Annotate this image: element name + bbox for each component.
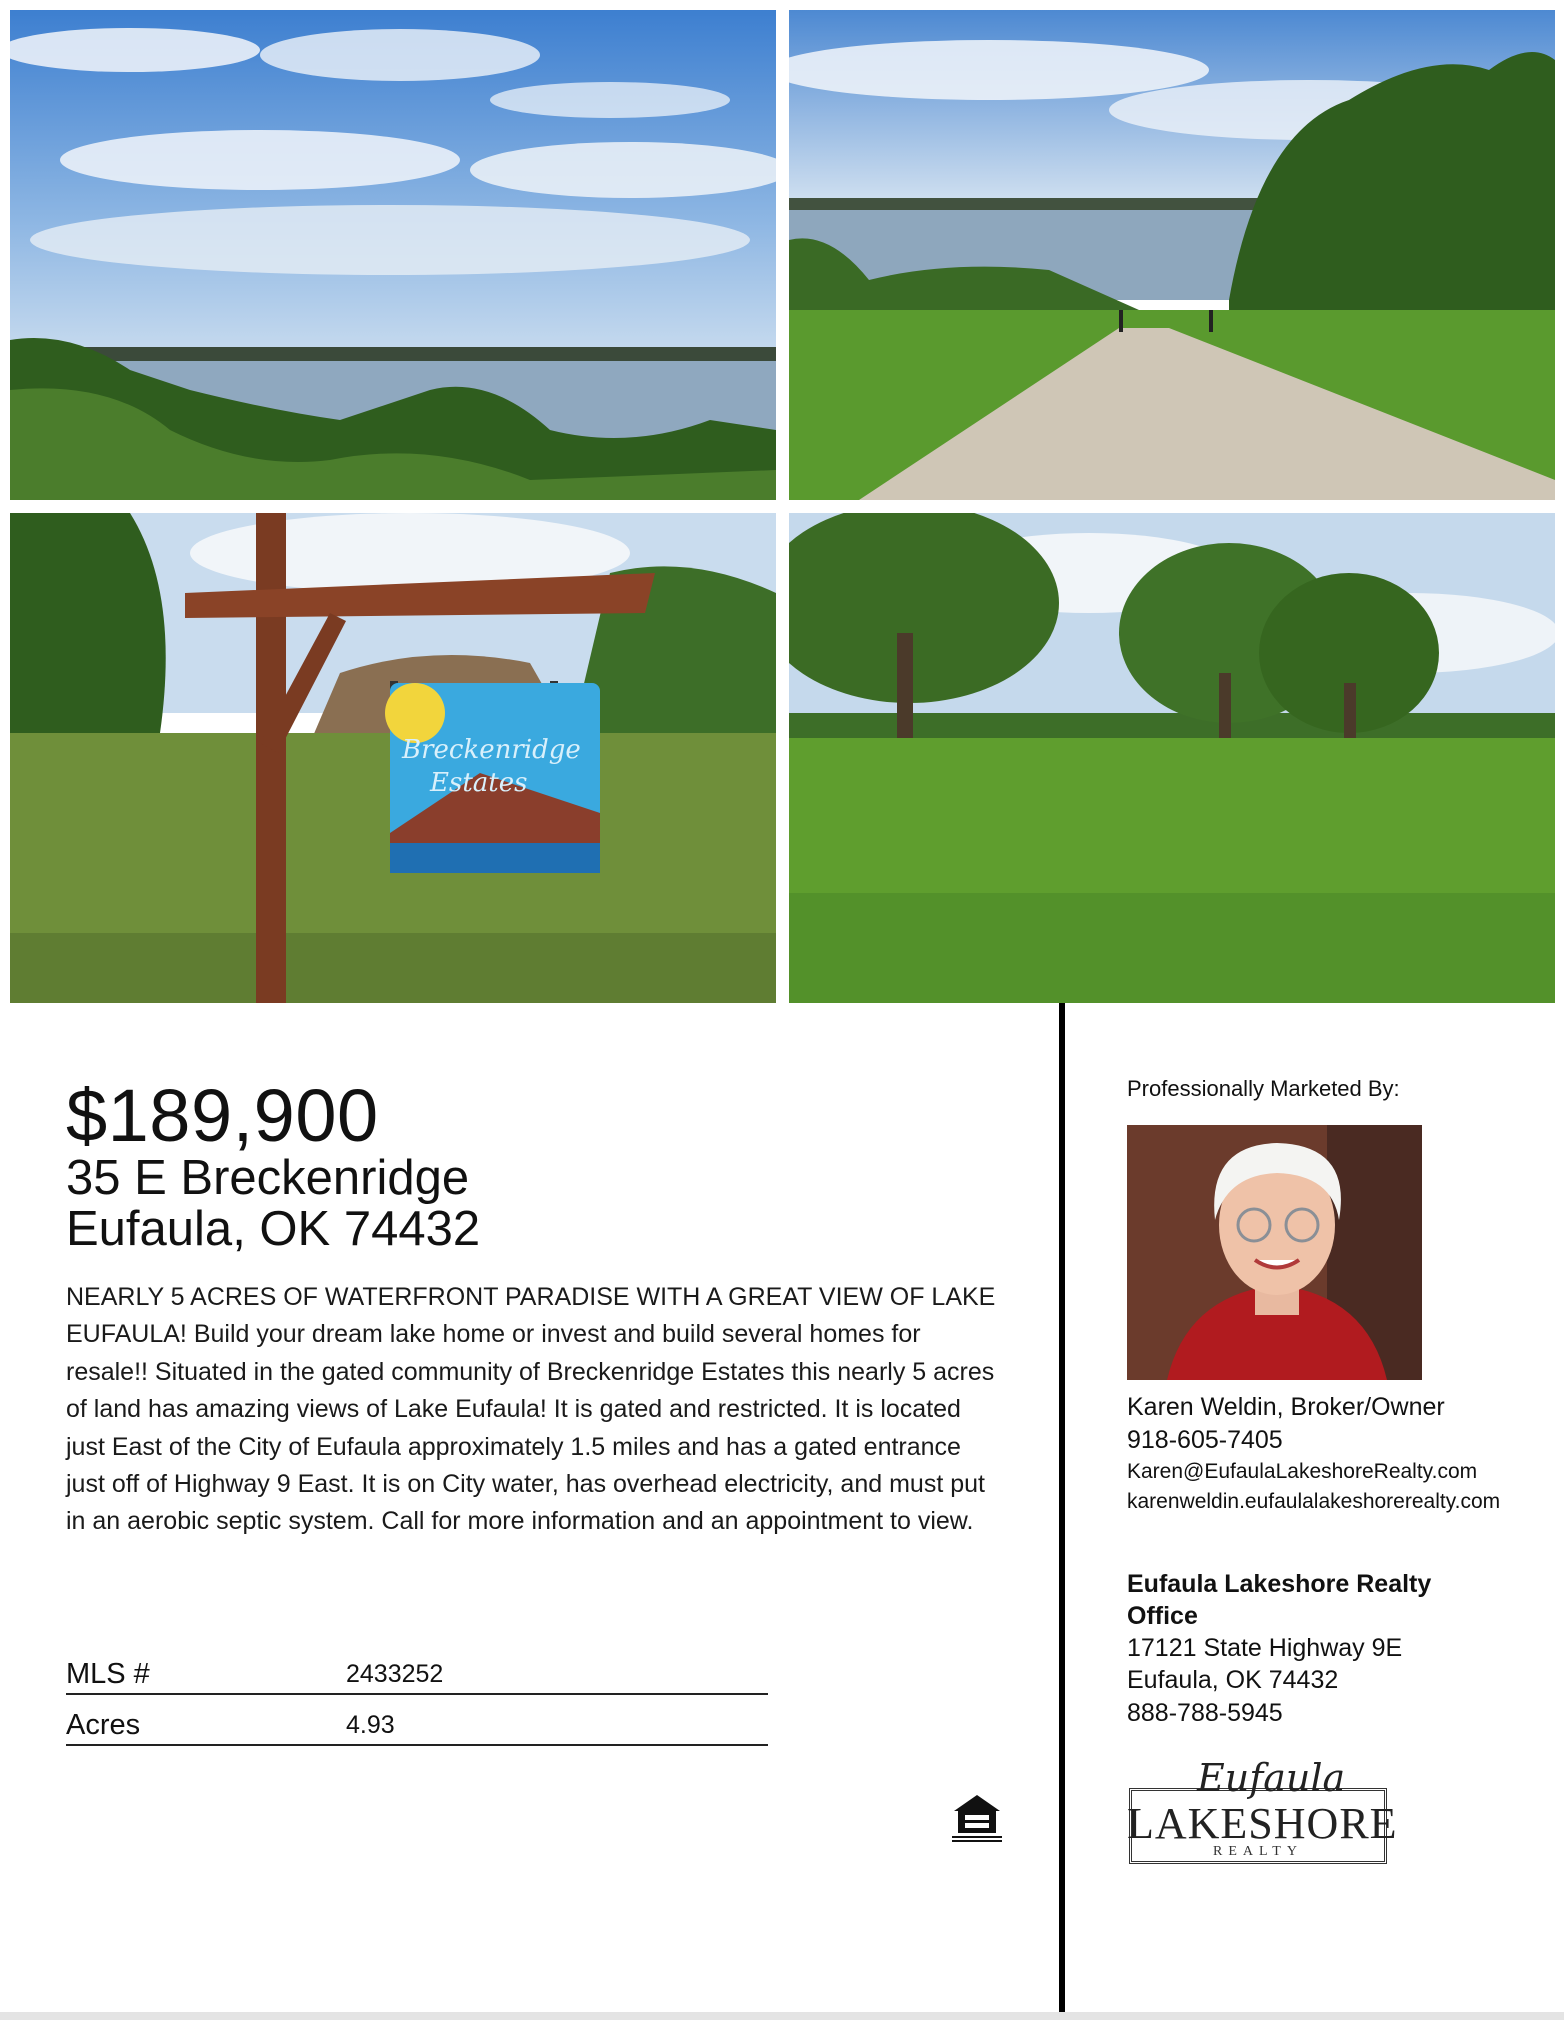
page-bottom-band: [0, 2012, 1564, 2020]
office-street: 17121 State Highway 9E: [1127, 1634, 1403, 1662]
brokerage-logo: [1127, 1756, 1398, 1866]
listing-price: $189,900: [66, 1074, 379, 1157]
office-city: Eufaula, OK 74432: [1127, 1666, 1339, 1694]
logo-script-text: Eufaula: [1197, 1756, 1346, 1800]
logo-main-text: LAKESHORE: [1127, 1799, 1398, 1848]
lake-view-photo: [10, 10, 776, 500]
fact-label: MLS #: [66, 1658, 150, 1690]
fact-row-mls: [66, 1644, 768, 1695]
office-phone[interactable]: 888-788-5945: [1127, 1699, 1283, 1727]
fact-value: 4.93: [346, 1711, 395, 1739]
agent-phone[interactable]: 918-605-7405: [1127, 1426, 1283, 1454]
listing-description: NEARLY 5 ACRES OF WATERFRONT PARADISE WITH A GREAT VIEW OF LAKE EUFAULA! Build your dream lake home or invest and build several homes for resale!! Situated in the gated community of Breckenridge Estates this nearly 5 acres of land has amazing views of Lake Eufaula! It is gated and restricted. It is located just East of the City of Eufaula approximately 1.5 miles and has a gated entrance just off of Highway 9 East. It is on City water, has overhead electricity, and must put in an aerobic septic system. Call for more information and an appointment to view.: [66, 1283, 996, 1536]
fact-value: 2433252: [346, 1660, 444, 1688]
column-divider: [1059, 1003, 1065, 2013]
agent-email[interactable]: Karen@EufaulaLakeshoreRealty.com: [1127, 1460, 1478, 1483]
agent-website[interactable]: karenweldin.eufaulalakeshorerealty.com: [1127, 1490, 1501, 1513]
logo-sub-text: REALTY: [1213, 1844, 1303, 1859]
gated-road-to-lake-photo: [789, 10, 1555, 500]
office-name: Eufaula Lakeshore Realty Office: [1127, 1570, 1432, 1630]
agent-name: Karen Weldin, Broker/Owner: [1127, 1393, 1445, 1421]
marketed-by-label: Professionally Marketed By:: [1127, 1076, 1400, 1101]
sign-text-line1: Breckenridge: [402, 735, 581, 765]
subdivision-sign-photo: [10, 513, 776, 1003]
equal-housing-opportunity-icon: [950, 1793, 1004, 1843]
address-line2: Eufaula, OK 74432: [66, 1202, 481, 1256]
address-line1: 35 E Breckenridge: [66, 1151, 470, 1205]
listing-facts-table: [66, 1644, 768, 1746]
fact-label: Acres: [66, 1709, 141, 1741]
fact-row-acres: [66, 1695, 768, 1746]
sign-text-line2: Estates: [430, 768, 528, 798]
grassy-lot-with-trees-photo: [789, 513, 1555, 1003]
agent-headshot: [1127, 1125, 1422, 1380]
